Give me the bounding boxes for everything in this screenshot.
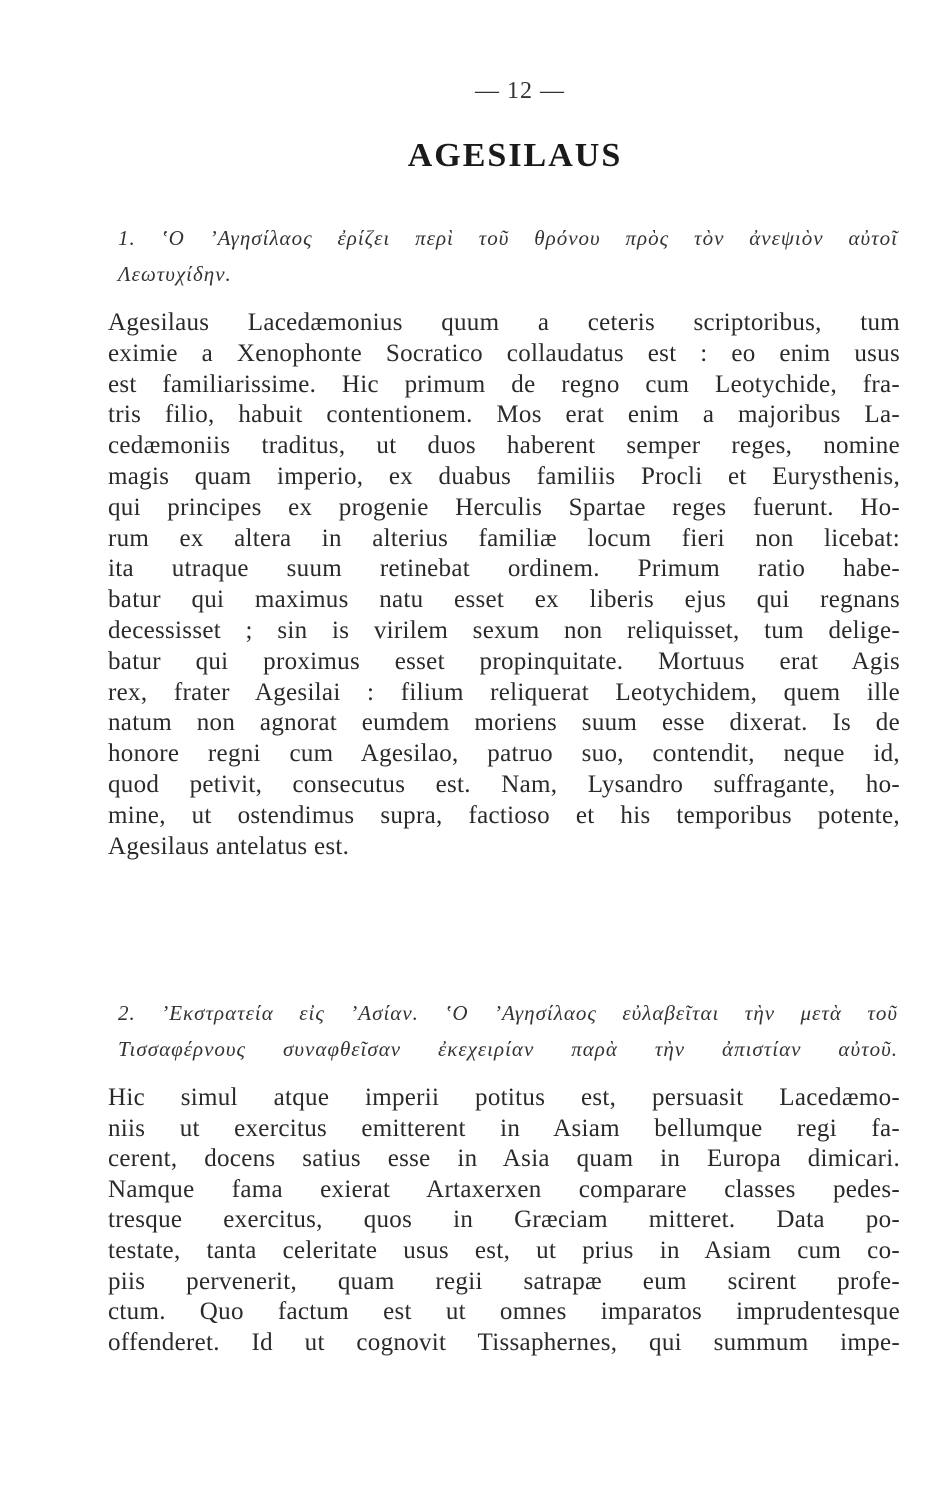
text-line: rum ex altera in alterius familiæ locum fieri non licebat:: [108, 524, 900, 552]
section-2-paragraph: [108, 1083, 900, 1358]
text-line: cerent, docens satius esse in Asia quam in Europa dimicari.: [108, 1145, 900, 1173]
text-line: magis quam imperio, ex duabus familiis Procli et Eurysthenis,: [108, 462, 900, 490]
text-line: batur qui maximus natu esset ex liberis ejus qui regnans: [108, 586, 900, 614]
section-2-heading: [118, 995, 898, 1067]
section-1-paragraph: [108, 308, 900, 862]
text-line: Hic simul atque imperii potitus est, persuasit Lacedæmo-: [108, 1084, 900, 1111]
text-line: qui principes ex progenie Herculis Spartae reges fuerunt. Ho-: [108, 493, 900, 521]
text-line: ctum. Quo factum est ut omnes imparatos imprudentesque: [108, 1298, 900, 1326]
text-line: Agesilaus Lacedæmonius quum a ceteris scriptoribus, tum: [108, 309, 900, 336]
text-line: tris filio, habuit contentionem. Mos erat enim a majoribus La-: [108, 401, 900, 429]
text-line: est familiarissime. Hic primum de regno cum Leotychide, fra-: [108, 370, 900, 398]
text-line: decessisset ; sin is virilem sexum non reliquisset, tum delige-: [108, 616, 900, 644]
text-line: batur qui proximus esset propinquitate. Mortuus erat Agis: [108, 647, 900, 675]
text-line: piis pervenerit, quam regii satrapæ eum scirent profe-: [108, 1267, 900, 1295]
section-1-heading-line: Λεωτυχίδην.: [118, 262, 232, 286]
text-line: mine, ut ostendimus supra, factioso et his temporibus potente,: [108, 801, 900, 829]
section-1-heading-line: 1. ʽΟ ʼΑγησίλαος ἐρίζει περὶ τοῦ θρόνου πρὸς τὸν ἀνεψιὸν αὐτοῖ: [118, 226, 898, 250]
text-line: Namque fama exierat Artaxerxen comparare classes pedes-: [108, 1175, 900, 1203]
text-line: natum non agnorat eumdem moriens suum esse dixerat. Is de: [108, 709, 900, 737]
page-number: — 12 —: [475, 78, 565, 104]
page-title: AGESILAUS: [407, 137, 623, 174]
text-line: quod petivit, consecutus est. Nam, Lysandro suffragante, ho-: [108, 770, 900, 798]
text-line: offenderet. Id ut cognovit Tissaphernes, qui summum impe-: [108, 1328, 900, 1356]
section-2-heading-line: Τισσαφέρνους συναφθεῖσαν ἐκεχειρίαν παρὰ τὴν ἀπιστίαν αὐτοῦ.: [118, 1037, 898, 1061]
text-line: cedæmoniis traditus, ut duos haberent semper reges, nomine: [108, 432, 900, 460]
text-line: niis ut exercitus emitterent in Asiam bellumque regi fa-: [108, 1114, 900, 1142]
text-line: honore regni cum Agesilao, patruo suo, contendit, neque id,: [108, 740, 900, 768]
section-2-heading-line: 2. ʼΕκστρατεία εἰς ʼΑσίαν. ʽΟ ʼΑγησίλαος εὐλαβεῖται τὴν μετὰ τοῦ: [118, 1001, 898, 1025]
section-1-heading: [118, 220, 898, 292]
text-line: ita utraque suum retinebat ordinem. Primum ratio habe-: [108, 555, 900, 583]
text-line: Agesilaus antelatus est.: [108, 832, 350, 860]
text-line: testate, tanta celeritate usus est, ut prius in Asiam cum co-: [108, 1236, 900, 1264]
text-line: eximie a Xenophonte Socratico collaudatus est : eo enim usus: [108, 339, 900, 367]
text-line: tresque exercitus, quos in Græciam mitteret. Data po-: [108, 1206, 900, 1234]
text-line: rex, frater Agesilai : filium reliquerat Leotychidem, quem ille: [108, 678, 900, 706]
